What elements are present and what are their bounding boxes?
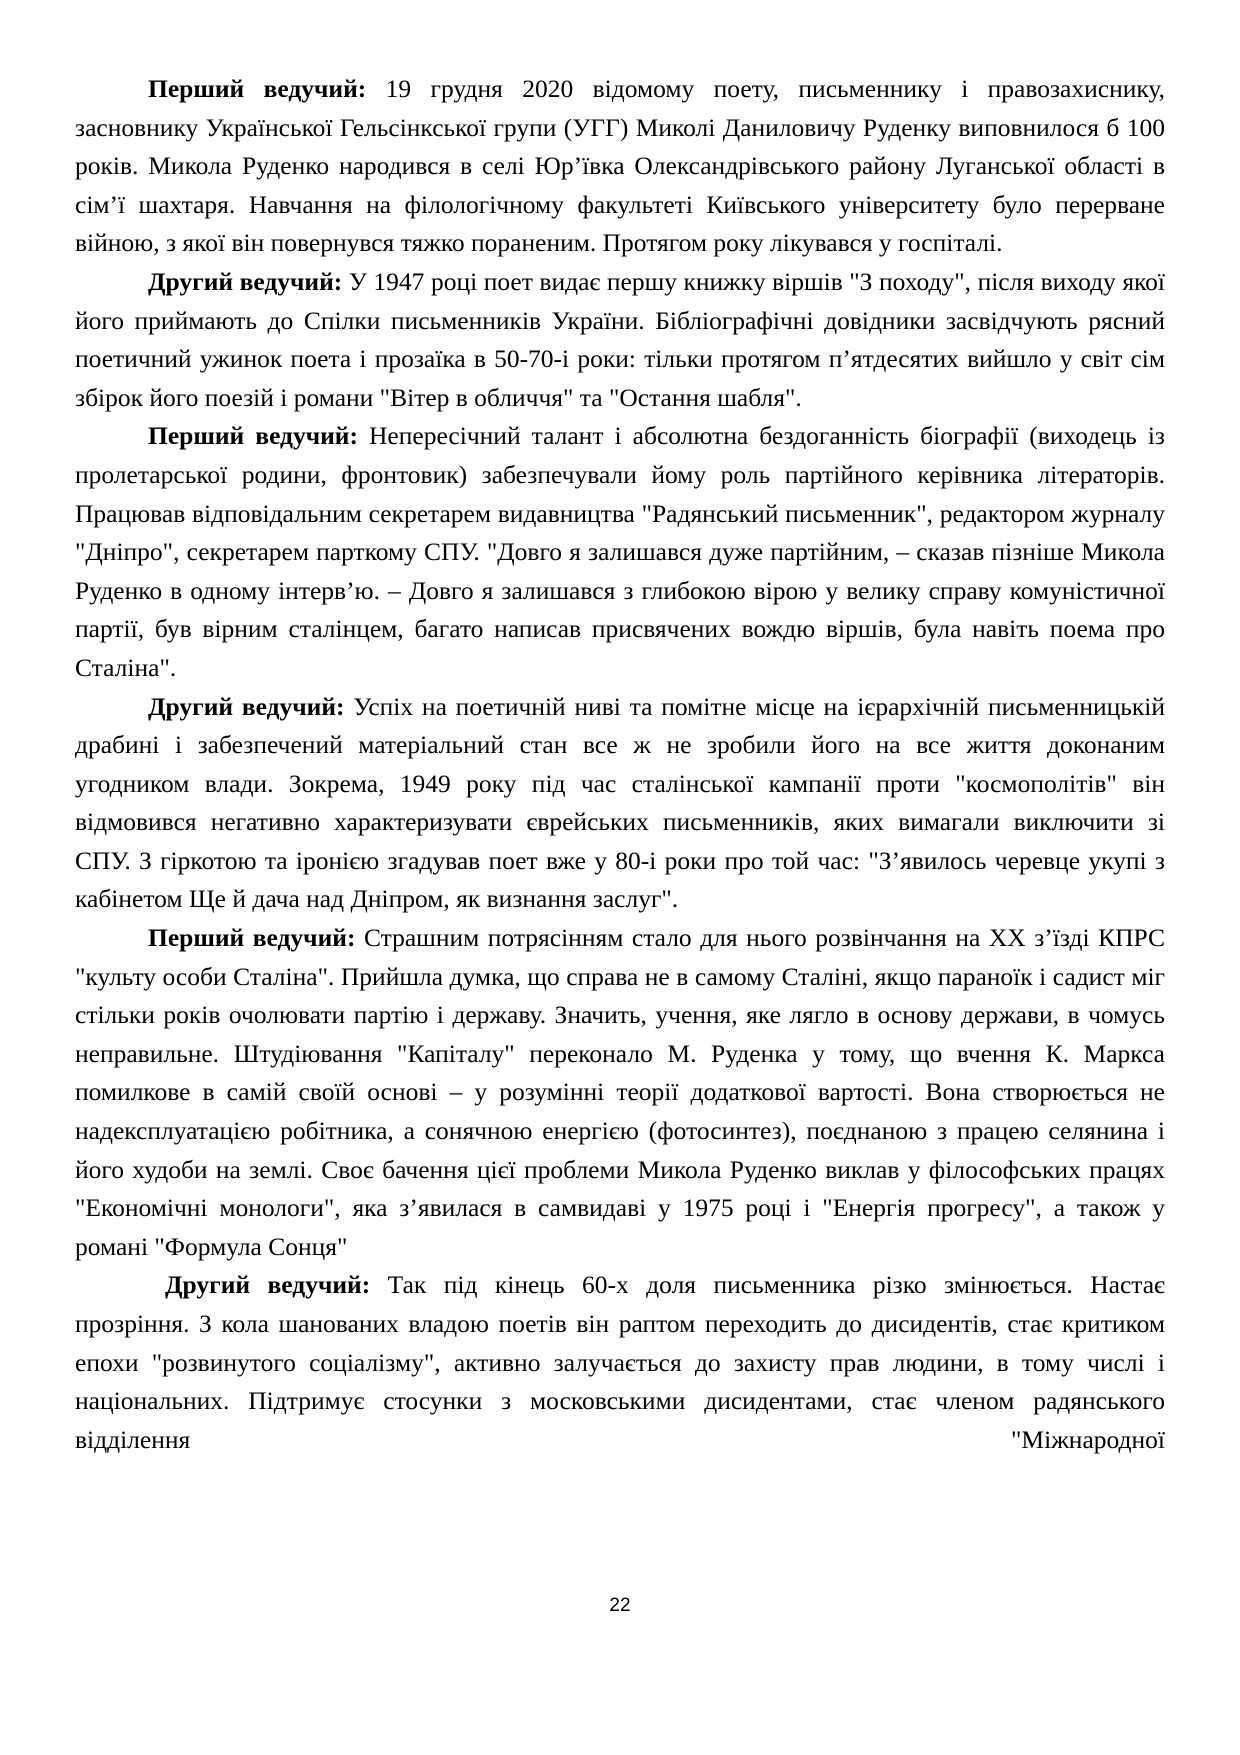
paragraph-text: У 1947 році поет видає першу книжку віршів "З походу", після виходу якої його приймають до Спілки письменників України. Бібліографічні довідники засвідчують рясний поетичний ужинок поета і прозаїка в 50-70-і роки: тільки протягом п’ятдесятих вийшло у світ сім збірок його поезій і романи "Вітер в обличчя" та "Остання шабля". — [75, 266, 1165, 412]
speaker-label: Другий ведучий: — [148, 691, 345, 721]
paragraph-1 — [75, 70, 1165, 263]
paragraph-2 — [75, 263, 1165, 417]
speaker-label: Перший ведучий: — [148, 74, 367, 103]
speaker-label: Другий ведучий: — [165, 1270, 371, 1300]
paragraph-text: 19 грудня 2020 відомому поету, письменнику і правозахиснику, засновнику Української Гельсінкської групи (УГГ) Миколі Даниловичу Руденку виповнилося б 100 років. Микола Руденко народився в селі Юр’ївка Олександрівського району Луганської області в сім’ї шахтаря. Навчання на філологічному факультеті Київського університету було перерване війною, з якої він повернувся тяжко пораненим. Протягом року лікувався у госпіталі. — [75, 74, 1165, 258]
paragraph-text: Страшним потрясінням стало для нього розвінчання на ХХ з’їзді КПРС "культу особи Сталіна". Прийшла думка, що справа не в самому Сталіні, якщо параноїк і садист міг стільки років очолювати партію і державу. Значить, учення, яке лягло в основу держави, в чомусь неправильне. Штудіювання "Капіталу" переконало М. Руденка у тому, що вчення К. Маркса помилкове в самій своїй основі – у розумінні теорії додаткової вартості. Вона створюється не надексплуатацією робітника, а сонячною енергією (фотосинтез), поєднаною з працею селянина і його худоби на землі. Своє бачення цієї проблеми Микола Руденко виклав у філософських працях "Економічні монологи", яка з’явилася в самвидаві у 1975 році і "Енергія прогресу", а також у романі "Формула Сонця" — [75, 923, 1165, 1261]
paragraph-text: Так під кінець 60-х доля письменника різко змінюється. Настає прозріння. З кола шанованих владою поетів він раптом переходить до дисидентів, стає критиком епохи "розвинутого соціалізму", активно залучається до захисту прав людини, в тому числі і національних. Підтримує стосунки з московськими дисидентами, стає членом радянського відділення "Міжнародної — [75, 1270, 1165, 1454]
paragraph-5 — [75, 919, 1165, 1266]
paragraph-4 — [75, 688, 1165, 920]
paragraph-3 — [75, 417, 1165, 687]
speaker-label: Перший ведучий: — [148, 421, 358, 451]
speaker-label: Перший ведучий: — [148, 923, 356, 953]
paragraph-text: Успіх на поетичній ниві та помітне місце на ієрархічній письменницькій драбині і забезпечений матеріальний стан все ж не зробили його на все життя доконаним угодником влади. Зокрема, 1949 року під час сталінської кампанії проти "космополітів" він відмовився негативно характеризувати єврейських письменників, яких вимагали виключити зі СПУ. З гіркотою та іронією згадував поет вже у 80-і роки про той час: "З’явилось черевце укупі з кабінетом Ще й дача над Дніпром, як визнання заслуг". — [75, 691, 1166, 914]
paragraph-6 — [75, 1266, 1165, 1459]
page-body — [75, 70, 1165, 1459]
page-number: 22 — [609, 1595, 631, 1616]
speaker-label: Другий ведучий: — [148, 266, 343, 296]
paragraph-text: Непересічний талант і абсолютна бездоганність біографії (виходець із пролетарської родини, фронтовик) забезпечували йому роль партійного керівника літераторів. Працював відповідальним секретарем видавництва "Радянський письменник", редактором журналу "Дніпро", секретарем парткому СПУ. "Довго я залишався дуже партійним, – сказав пізніше Микола Руденко в одному інтерв’ю. – Довго я залишався з глибокою вірою у велику справу комуністичної партії, був вірним сталінцем, багато написав присвячених вождю віршів, була навіть поема про Сталіна". — [75, 421, 1165, 682]
